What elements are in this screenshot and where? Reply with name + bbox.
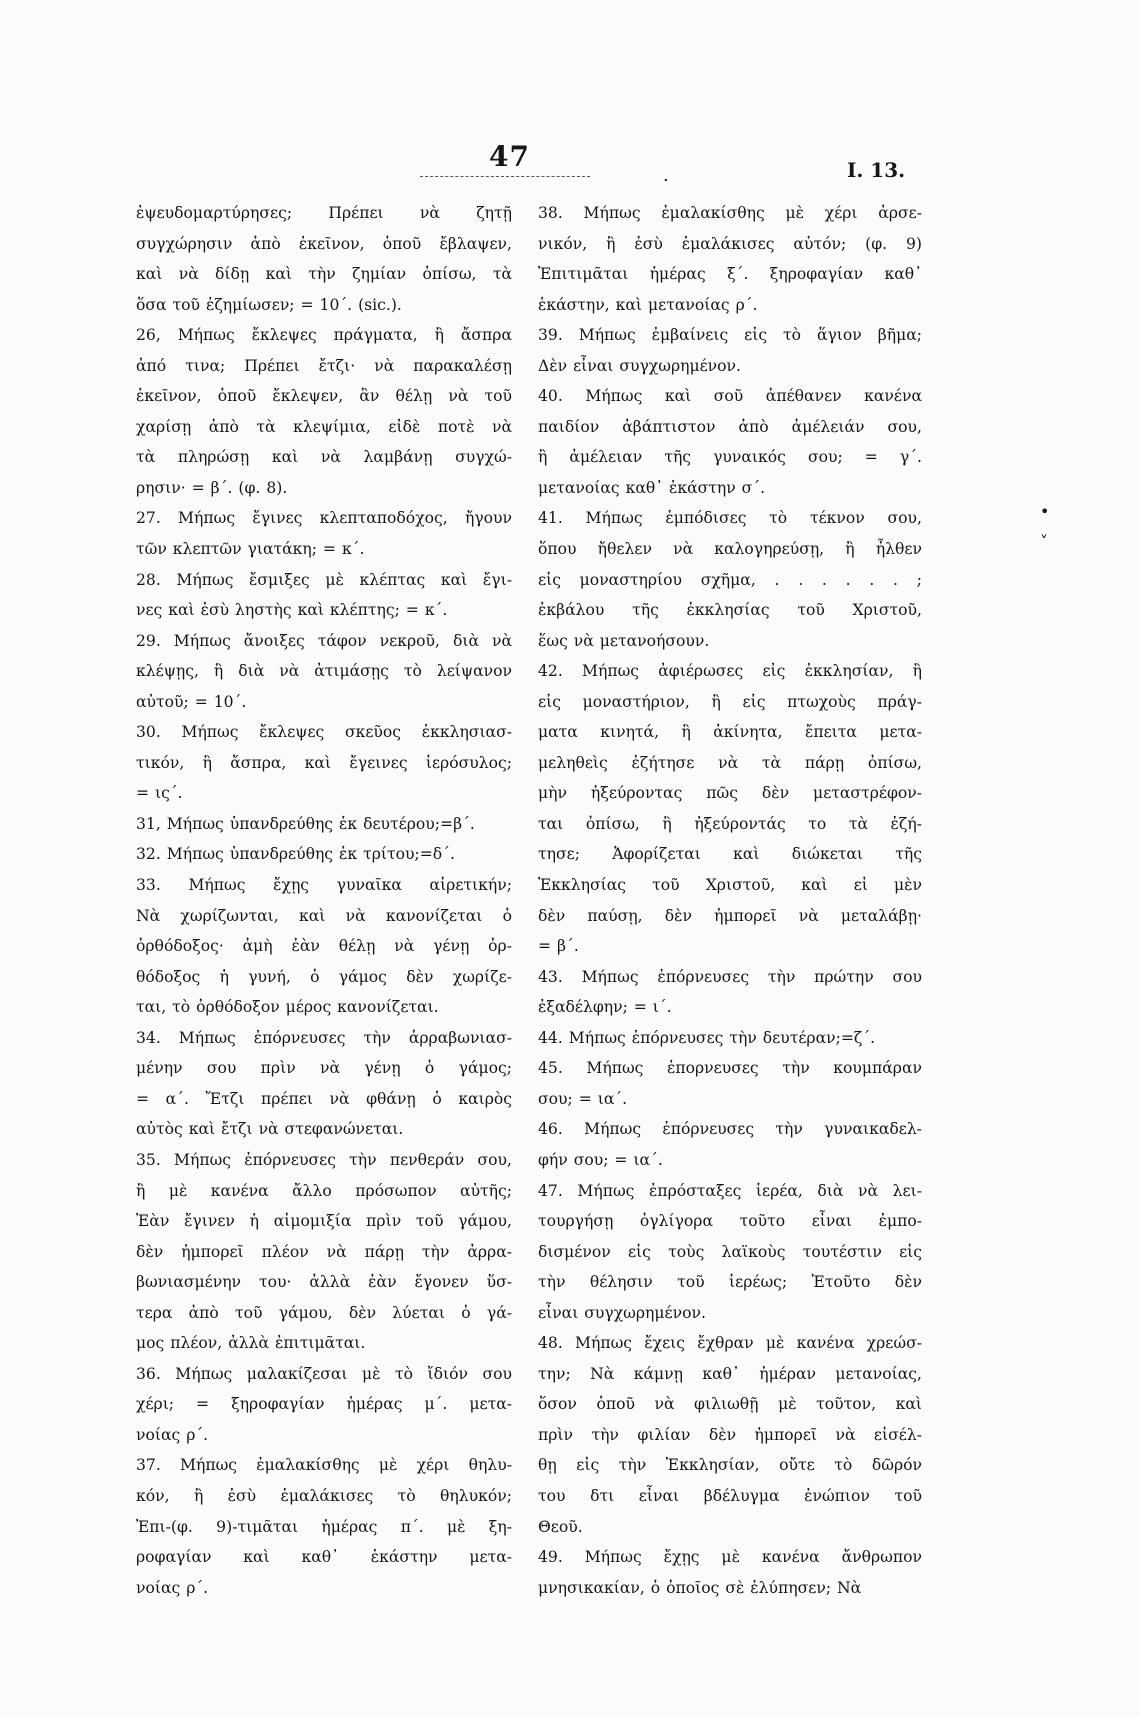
text-line: αὐτὸς καὶ ἔτζι νὰ στεφανώνεται.: [136, 1120, 404, 1139]
text-line: ἐκεῖνον, ὁποῦ ἔκλεψεν, ἂν θέλῃ νὰ τοῦ: [136, 387, 512, 406]
text-line: μετανοίας καθ᾿ ἑκάστην σ΄.: [538, 478, 766, 497]
text-line: εἶναι συγχωρημένον.: [538, 1303, 706, 1322]
text-line: 35. Μήπως ἐπόρνευσες τὴν πενθεράν σου,: [136, 1150, 512, 1169]
text-line: δισμένον εἰς τοὺς λαϊκοὺς τουτέστιν εἰς: [538, 1242, 922, 1261]
text-line: ἐξαδέλφην; = ι΄.: [538, 998, 672, 1017]
text-line: ρησιν· = β΄. (φ. 8).: [136, 478, 288, 497]
text-line: δὲν ἠμπορεῖ πλέον νὰ πάρῃ τὴν ἀρρα-: [136, 1242, 512, 1261]
text-line: ἢ ἀμέλειαν τῆς γυναικός σου; = γ΄.: [538, 448, 922, 467]
text-line: τὴν θέλησιν τοῦ ἱερέως; Ἐτοῦτο δὲν: [538, 1273, 922, 1292]
text-line: 38. Μήπως ἐμαλακίσθης μὲ χέρι ἀρσε-: [538, 204, 922, 222]
text-line: 32. Μήπως ὑπανδρεύθης ἐκ τρίτου;=δ΄.: [136, 845, 455, 864]
text-line: 43. Μήπως ἐπόρνευσες τὴν πρώτην σου: [538, 967, 922, 986]
text-line: καὶ νὰ δίδῃ καὶ τὴν ζημίαν ὀπίσω, τὰ: [136, 265, 512, 284]
text-line: Θεοῦ.: [538, 1517, 583, 1536]
text-line: μὴν ἠξεύροντας πῶς δὲν μεταστρέφον-: [538, 784, 922, 803]
entry-paragraph: [538, 503, 922, 656]
text-line: νοίας ρ΄.: [136, 1425, 209, 1444]
text-line: δὲν παύσῃ, δὲν ἠμπορεῖ νὰ μεταλάβῃ·: [538, 906, 922, 925]
entry-paragraph: [136, 565, 512, 626]
text-line: = ις΄.: [136, 784, 183, 803]
entry-paragraph: [136, 626, 512, 718]
text-line: ὅσα τοῦ ἐζημίωσεν; = 10΄. (sic.).: [136, 295, 402, 314]
entry-paragraph: [136, 870, 512, 1023]
text-line: 28. Μήπως ἔσμιξες μὲ κλέπτας καὶ ἔγι-: [136, 570, 512, 589]
text-line: την; Νὰ κάμνῃ καθ᾿ ἡμέραν μετανοίας,: [538, 1364, 922, 1383]
text-line: τικόν, ἢ ἄσπρα, καὶ ἔγεινες ἱερόσυλος;: [136, 753, 512, 772]
text-line: 47. Μήπως ἐπρόσταξες ἱερέα, διὰ νὰ λει-: [538, 1181, 922, 1200]
entry-paragraph: [538, 1542, 922, 1603]
text-line: ἐκβάλου τῆς ἐκκλησίας τοῦ Χριστοῦ,: [538, 601, 922, 620]
text-line: παιδίον ἀβάπτιστον ἀπὸ ἀμέλειάν σου,: [538, 417, 922, 436]
entry-paragraph: [538, 198, 922, 320]
text-line: 45. Μήπως ἐπορνευσες τὴν κουμπάραν: [538, 1059, 922, 1078]
text-line: χαρίσῃ ἀπὸ τὰ κλεψίμια, εἰδὲ ποτὲ νὰ: [136, 417, 512, 436]
text-line: ἀπό τινα; Πρέπει ἔτζι· νὰ παρακαλέσῃ: [136, 356, 512, 375]
text-line: κλέψῃς, ἢ διὰ νὰ ἀτιμάσῃς τὸ λείψανον: [136, 662, 512, 681]
entry-paragraph: [538, 656, 922, 961]
text-line: 42. Μήπως ἀφιέρωσες εἰς ἐκκλησίαν, ἢ: [538, 662, 922, 681]
text-line: 49. Μήπως ἔχῃς μὲ κανένα ἄνθρωπον: [538, 1548, 922, 1567]
entry-paragraph: [136, 503, 512, 564]
text-line: θῃ εἰς τὴν Ἐκκλησίαν, οὔτε τὸ δῶρόν: [538, 1456, 922, 1475]
left-column: [136, 198, 512, 1603]
text-line: 31, Μήπως ὑπανδρεύθης ἐκ δευτέρου;=β΄.: [136, 814, 475, 833]
entry-paragraph: [538, 1023, 922, 1054]
entry-paragraph: [538, 320, 922, 381]
text-line: 29. Μήπως ἄνοιξες τάφον νεκροῦ, διὰ νὰ: [136, 631, 512, 650]
header-reference: I. 13.: [847, 158, 906, 182]
text-line: Ἐπιτιμᾶται ἡμέρας ξ΄. ξηροφαγίαν καθ᾿: [538, 265, 922, 284]
entry-paragraph: [136, 1145, 512, 1359]
text-line: φήν σου; = ια΄.: [538, 1150, 663, 1169]
entry-paragraph: [136, 198, 512, 320]
text-line: ροφαγίαν καὶ καθ᾿ ἑκάστην μετα-: [136, 1548, 512, 1567]
text-line: μος πλέον, ἀλλὰ ἐπιτιμᾶται.: [136, 1334, 366, 1353]
header-rule: [420, 176, 590, 177]
text-line: 27. Μήπως ἔγινες κλεπταποδόχος, ἤγουν: [136, 509, 512, 528]
text-line: μνησικακίαν, ὁ ὁποῖος σὲ ἐλύπησεν; Νὰ: [538, 1578, 862, 1597]
text-line: ὅσον ὁποῦ νὰ φιλιωθῇ μὲ τοῦτον, καὶ: [538, 1395, 922, 1414]
text-line: τῶν κλεπτῶν γιατάκη; = κ΄.: [136, 540, 365, 559]
text-line: μένην σου πρὶν νὰ γένῃ ὁ γάμος;: [136, 1059, 512, 1078]
text-line: ται ὀπίσω, ἢ ἠξεύροντάς το τὰ ἐζή-: [538, 814, 922, 833]
text-line: = α΄. Ἔτζι πρέπει νὰ φθάνῃ ὁ καιρὸς: [136, 1089, 512, 1108]
entry-paragraph: [538, 1176, 922, 1329]
text-line: μεληθεὶς ἐζήτησε νὰ τὰ πάρῃ ὀπίσω,: [538, 753, 922, 772]
text-line: 37. Μήπως ἐμαλακίσθης μὲ χέρι θηλυ-: [136, 1456, 512, 1475]
entry-paragraph: [538, 1053, 922, 1114]
text-line: τουργήσῃ ὀγλίγορα τοῦτο εἶναι ἐμπο-: [538, 1212, 922, 1231]
text-line: ἢ μὲ κανένα ἄλλο πρόσωπον αὐτῆς;: [136, 1181, 512, 1200]
entry-paragraph: [136, 839, 512, 870]
text-line: 48. Μήπως ἔχεις ἔχθραν μὲ κανένα χρεώσ-: [538, 1334, 922, 1353]
text-line: ται, τὸ ὀρθόδοξον μέρος κανονίζεται.: [136, 998, 439, 1017]
text-line: χέρι; = ξηροφαγίαν ἡμέρας μ΄. μετα-: [136, 1395, 512, 1414]
text-line: τησε; Ἀφορίζεται καὶ διώκεται τῆς: [538, 845, 922, 864]
text-line: κόν, ἢ ἐσὺ ἐμαλάκισες τὸ θηλυκόν;: [136, 1486, 512, 1505]
text-line: νες καὶ ἐσὺ ληστὴς καὶ κλέπτης; = κ΄.: [136, 601, 448, 620]
text-line: 30. Μήπως ἔκλεψες σκεῦος ἐκκλησιασ-: [136, 723, 512, 742]
text-line: 46. Μήπως ἐπόρνευσες τὴν γυναικαδελ-: [538, 1120, 922, 1139]
text-line: νικόν, ἢ ἐσὺ ἐμαλάκισες αὐτόν; (φ. 9): [538, 234, 922, 253]
text-line: 33. Μήπως ἔχῃς γυναῖκα αἱρετικήν;: [136, 876, 512, 895]
text-line: ἑκάστην, καὶ μετανοίας ρ΄.: [538, 295, 758, 314]
text-line: = β΄.: [538, 937, 579, 956]
text-line: πρὶν τὴν φιλίαν δὲν ἠμπορεῖ νὰ εἰσέλ-: [538, 1425, 922, 1444]
text-line: τὰ πληρώσῃ καὶ νὰ λαμβάνῃ συγχώ-: [136, 448, 512, 467]
text-line: του δτι εἶναι βδέλυγμα ἐνώπιον τοῦ: [538, 1486, 922, 1505]
text-line: 40. Μήπως καὶ σοῦ ἀπέθανεν κανένα: [538, 387, 922, 406]
text-line: Ἐκκλησίας τοῦ Χριστοῦ, καὶ εἰ μὲν: [538, 876, 922, 895]
text-line: ἐψευδομαρτύρησες; Πρέπει νὰ ζητῇ: [136, 204, 512, 222]
text-line: ἕως νὰ μετανοήσουν.: [538, 631, 710, 650]
text-line: Ἐπι-(φ. 9)-τιμᾶται ἡμέρας π΄. μὲ ξη-: [136, 1517, 512, 1536]
text-line: ματα κινητά, ἢ ἀκίνητα, ἔπειτα μετα-: [538, 723, 922, 742]
entry-paragraph: [136, 809, 512, 840]
text-line: 26, Μήπως ἔκλεψες πράγματα, ἢ ἄσπρα: [136, 326, 512, 345]
text-line: 34. Μήπως ἐπόρνευσες τὴν ἀρραβωνιασ-: [136, 1028, 512, 1047]
text-line: βωνιασμένην του· ἀλλὰ ἐὰν ἔγονεν ὕσ-: [136, 1273, 512, 1292]
entry-paragraph: [538, 1328, 922, 1542]
margin-caret-mark: ˅: [1040, 532, 1048, 551]
text-line: σου; = ια΄.: [538, 1089, 628, 1108]
text-line: συγχώρησιν ἀπὸ ἐκεῖνον, ὁποῦ ἔβλαψεν,: [136, 234, 512, 253]
entry-paragraph: [538, 381, 922, 503]
entry-paragraph: [136, 717, 512, 809]
margin-bullet-mark: •: [1040, 502, 1050, 521]
entry-paragraph: [136, 1450, 512, 1603]
text-line: 41. Μήπως ἐμπόδισες τὸ τέκνον σου,: [538, 509, 922, 528]
entry-paragraph: [538, 1114, 922, 1175]
text-line: τερα ἀπὸ τοῦ γάμου, δὲν λύεται ὁ γά-: [136, 1303, 512, 1322]
text-line: 44. Μήπως ἐπόρνευσες τὴν δευτέραν;=ζ΄.: [538, 1028, 876, 1047]
page-number: 47: [489, 140, 530, 173]
text-line: Νὰ χωρίζωνται, καὶ νὰ κανονίζεται ὁ: [136, 906, 512, 925]
entry-paragraph: [136, 1359, 512, 1451]
text-line: εἰς μοναστηρίου σχῆμα, . . . . . . ;: [538, 570, 922, 589]
entry-paragraph: [538, 962, 922, 1023]
text-line: θόδοξος ἡ γυνή, ὁ γάμος δὲν χωρίζε-: [136, 967, 512, 986]
text-line: Δὲν εἶναι συγχωρημένον.: [538, 356, 741, 375]
text-line: ὀρθόδοξος· ἀμὴ ἐὰν θέλῃ νὰ γένῃ ὀρ-: [136, 937, 512, 956]
text-line: νοίας ρ΄.: [136, 1578, 209, 1597]
text-line: ὅπου ἤθελεν νὰ καλογηρεύσῃ, ἢ ἦλθεν: [538, 540, 922, 559]
right-column: [538, 198, 922, 1603]
text-line: 36. Μήπως μαλακίζεσαι μὲ τὸ ἴδιόν σου: [136, 1364, 512, 1383]
header-dot: .: [663, 165, 669, 186]
text-line: Ἐὰν ἔγινεν ἡ αἱμομιξία πρὶν τοῦ γάμου,: [136, 1212, 512, 1231]
entry-paragraph: [136, 1023, 512, 1145]
text-line: εἰς μοναστήριον, ἢ εἰς πτωχοὺς πράγ-: [538, 692, 922, 711]
text-line: 39. Μήπως ἐμβαίνεις εἰς τὸ ἅγιον βῆμα;: [538, 326, 922, 345]
entry-paragraph: [136, 320, 512, 503]
text-line: αὐτοῦ; = 10΄.: [136, 692, 247, 711]
